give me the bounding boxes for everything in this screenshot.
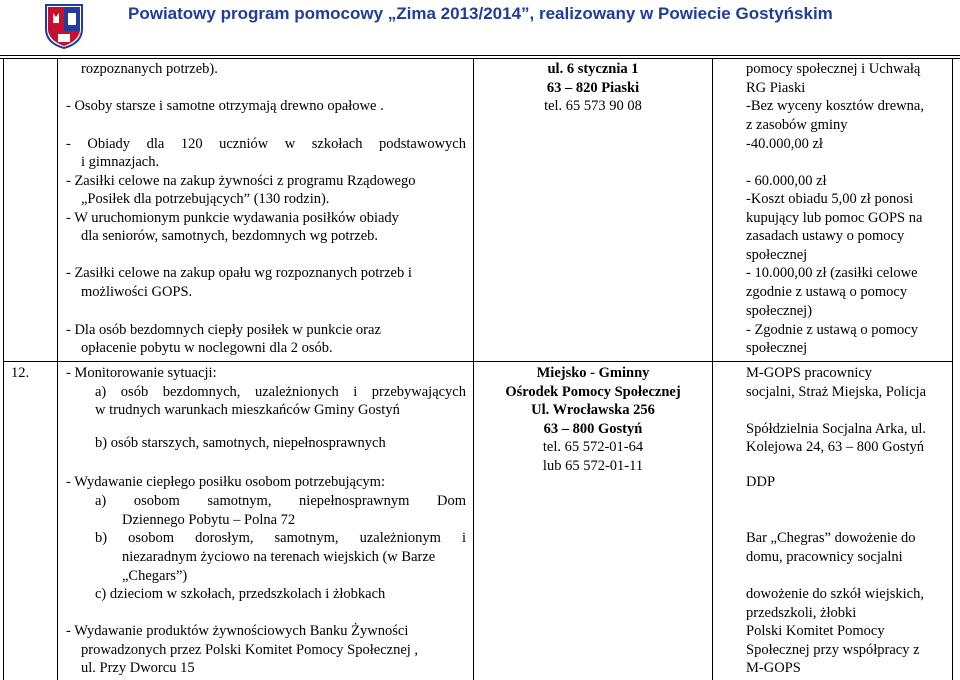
text-line: Dziennego Pobytu – Polna 72 bbox=[122, 512, 296, 528]
text-line: zgodnie z ustawą o pomocy bbox=[746, 284, 908, 300]
text-line: społecznej bbox=[746, 247, 808, 263]
page-header bbox=[0, 0, 960, 52]
text-line: „Chegars”) bbox=[122, 568, 188, 584]
text-line: z zasobów gminy bbox=[746, 117, 848, 133]
phone-line: tel. 65 573 90 08 bbox=[544, 98, 642, 114]
address-line: 63 – 800 Gostyń bbox=[543, 421, 643, 437]
text-line: społecznej bbox=[746, 340, 808, 356]
text-line: i gimnazjach. bbox=[81, 154, 160, 170]
text-line: M-GOPS pracownicy bbox=[746, 365, 873, 381]
text-line: a) osób bezdomnych, uzależnionych i przebywających bbox=[95, 384, 466, 400]
text-line: przedszkoli, żłobki bbox=[746, 605, 857, 621]
text-line: -40.000,00 zł bbox=[746, 136, 823, 152]
text-line: b) osobom dorosłym, samotnym, uzależnionym i bbox=[95, 530, 466, 546]
text-line: rozpoznanych potrzeb). bbox=[81, 61, 218, 77]
text-line: socjalni, Straż Miejska, Policja bbox=[746, 384, 927, 400]
text-line: -Koszt obiadu 5,00 zł ponosi bbox=[746, 191, 914, 207]
text-line: M-GOPS bbox=[746, 660, 801, 676]
table-col-border bbox=[952, 58, 953, 680]
address-line: ul. 6 stycznia 1 bbox=[547, 61, 639, 77]
text-line: - Wydawanie produktów żywnościowych Banku Żywności bbox=[66, 623, 409, 639]
address-line: Ul. Wrocławska 256 bbox=[531, 402, 655, 418]
text-line: c) dzieciom w szkołach, przedszkolach i żłobkach bbox=[95, 586, 386, 602]
text-line: Polski Komitet Pomocy bbox=[746, 623, 885, 639]
text-line: niezaradnym życiowo na terenach wiejskich (w Barze bbox=[122, 549, 436, 565]
text-line: ul. Przy Dworcu 15 bbox=[81, 660, 195, 676]
table-col-border bbox=[712, 58, 713, 680]
text-line: DDP bbox=[746, 474, 776, 490]
text-line: społecznej) bbox=[746, 303, 813, 319]
text-line: - 60.000,00 zł bbox=[746, 173, 827, 189]
text-line: zasadach ustawy o pomocy bbox=[746, 228, 905, 244]
text-line: - W uruchomionym punkcie wydawania posiłków obiady bbox=[66, 210, 399, 226]
address-line: Miejsko - Gminny bbox=[536, 365, 650, 381]
text-line: możliwości GOPS. bbox=[81, 284, 193, 300]
text-line: kupujący lub pomoc GOPS na bbox=[746, 210, 923, 226]
header-rule bbox=[0, 55, 960, 56]
text-line: - Monitorowanie sytuacji: bbox=[66, 365, 217, 381]
page-title: Powiatowy program pomocowy „Zima 2013/2014”, realizowany w Powiecie Gostyńskim bbox=[128, 4, 833, 23]
text-line: -Bez wyceny kosztów drewna, bbox=[746, 98, 924, 114]
table-col-border bbox=[473, 58, 474, 680]
text-line: Społecznej przy współpracy z bbox=[746, 642, 920, 658]
text-line: - Osoby starsze i samotne otrzymają drewno opałowe . bbox=[66, 98, 384, 114]
text-line: w trudnych warunkach mieszkańców Gminy Gostyń bbox=[95, 402, 400, 418]
text-line: b) osób starszych, samotnych, niepełnosprawnych bbox=[95, 435, 386, 451]
row-divider bbox=[3, 361, 953, 362]
table-col-border bbox=[57, 58, 58, 680]
text-line: - Wydawanie ciepłego posiłku osobom potrzebującym: bbox=[66, 474, 385, 490]
address-line: Ośrodek Pomocy Społecznej bbox=[505, 384, 681, 400]
text-line: dla seniorów, samotnych, bezdomnych wg potrzeb. bbox=[81, 228, 379, 244]
text-line: „Posiłek dla potrzebujących” (130 rodzin). bbox=[81, 191, 330, 207]
text-line: Bar „Chegras” dowożenie do bbox=[746, 530, 916, 546]
text-line: prowadzonych przez Polski Komitet Pomocy Społecznej , bbox=[81, 642, 419, 658]
coat-of-arms-icon bbox=[44, 3, 84, 49]
text-line: opłacenie pobytu w noclegowni dla 2 osób. bbox=[81, 340, 333, 356]
text-line: a) osobom samotnym, niepełnosprawnym Dom bbox=[95, 493, 466, 509]
address-line: 63 – 820 Piaski bbox=[546, 80, 640, 96]
text-line: Kolejowa 24, 63 – 800 Gostyń bbox=[746, 439, 925, 455]
text-line: - Zasiłki celowe na zakup opału wg rozpoznanych potrzeb i bbox=[66, 265, 412, 281]
text-line: - Dla osób bezdomnych ciepły posiłek w punkcie oraz bbox=[66, 322, 381, 338]
text-line: - Zgodnie z ustawą o pomocy bbox=[746, 322, 918, 338]
text-line: Spółdzielnia Socjalna Arka, ul. bbox=[746, 421, 927, 437]
phone-line: lub 65 572-01-11 bbox=[542, 458, 644, 474]
text-line: - Zasiłki celowe na zakup żywności z programu Rządowego bbox=[66, 173, 416, 189]
text-line: dowożenie do szkół wiejskich, bbox=[746, 586, 924, 602]
row-number: 12. bbox=[11, 365, 30, 381]
text-line: - 10.000,00 zł (zasiłki celowe bbox=[746, 265, 918, 281]
text-line: domu, pracownicy socjalni bbox=[746, 549, 903, 565]
table-col-border bbox=[3, 58, 4, 680]
text-line: - Obiady dla 120 uczniów w szkołach podstawowych bbox=[66, 136, 466, 152]
phone-line: tel. 65 572-01-64 bbox=[542, 439, 644, 455]
table-top-border bbox=[0, 58, 960, 59]
text-line: RG Piaski bbox=[746, 80, 806, 96]
text-line: pomocy społecznej i Uchwałą bbox=[746, 61, 921, 77]
